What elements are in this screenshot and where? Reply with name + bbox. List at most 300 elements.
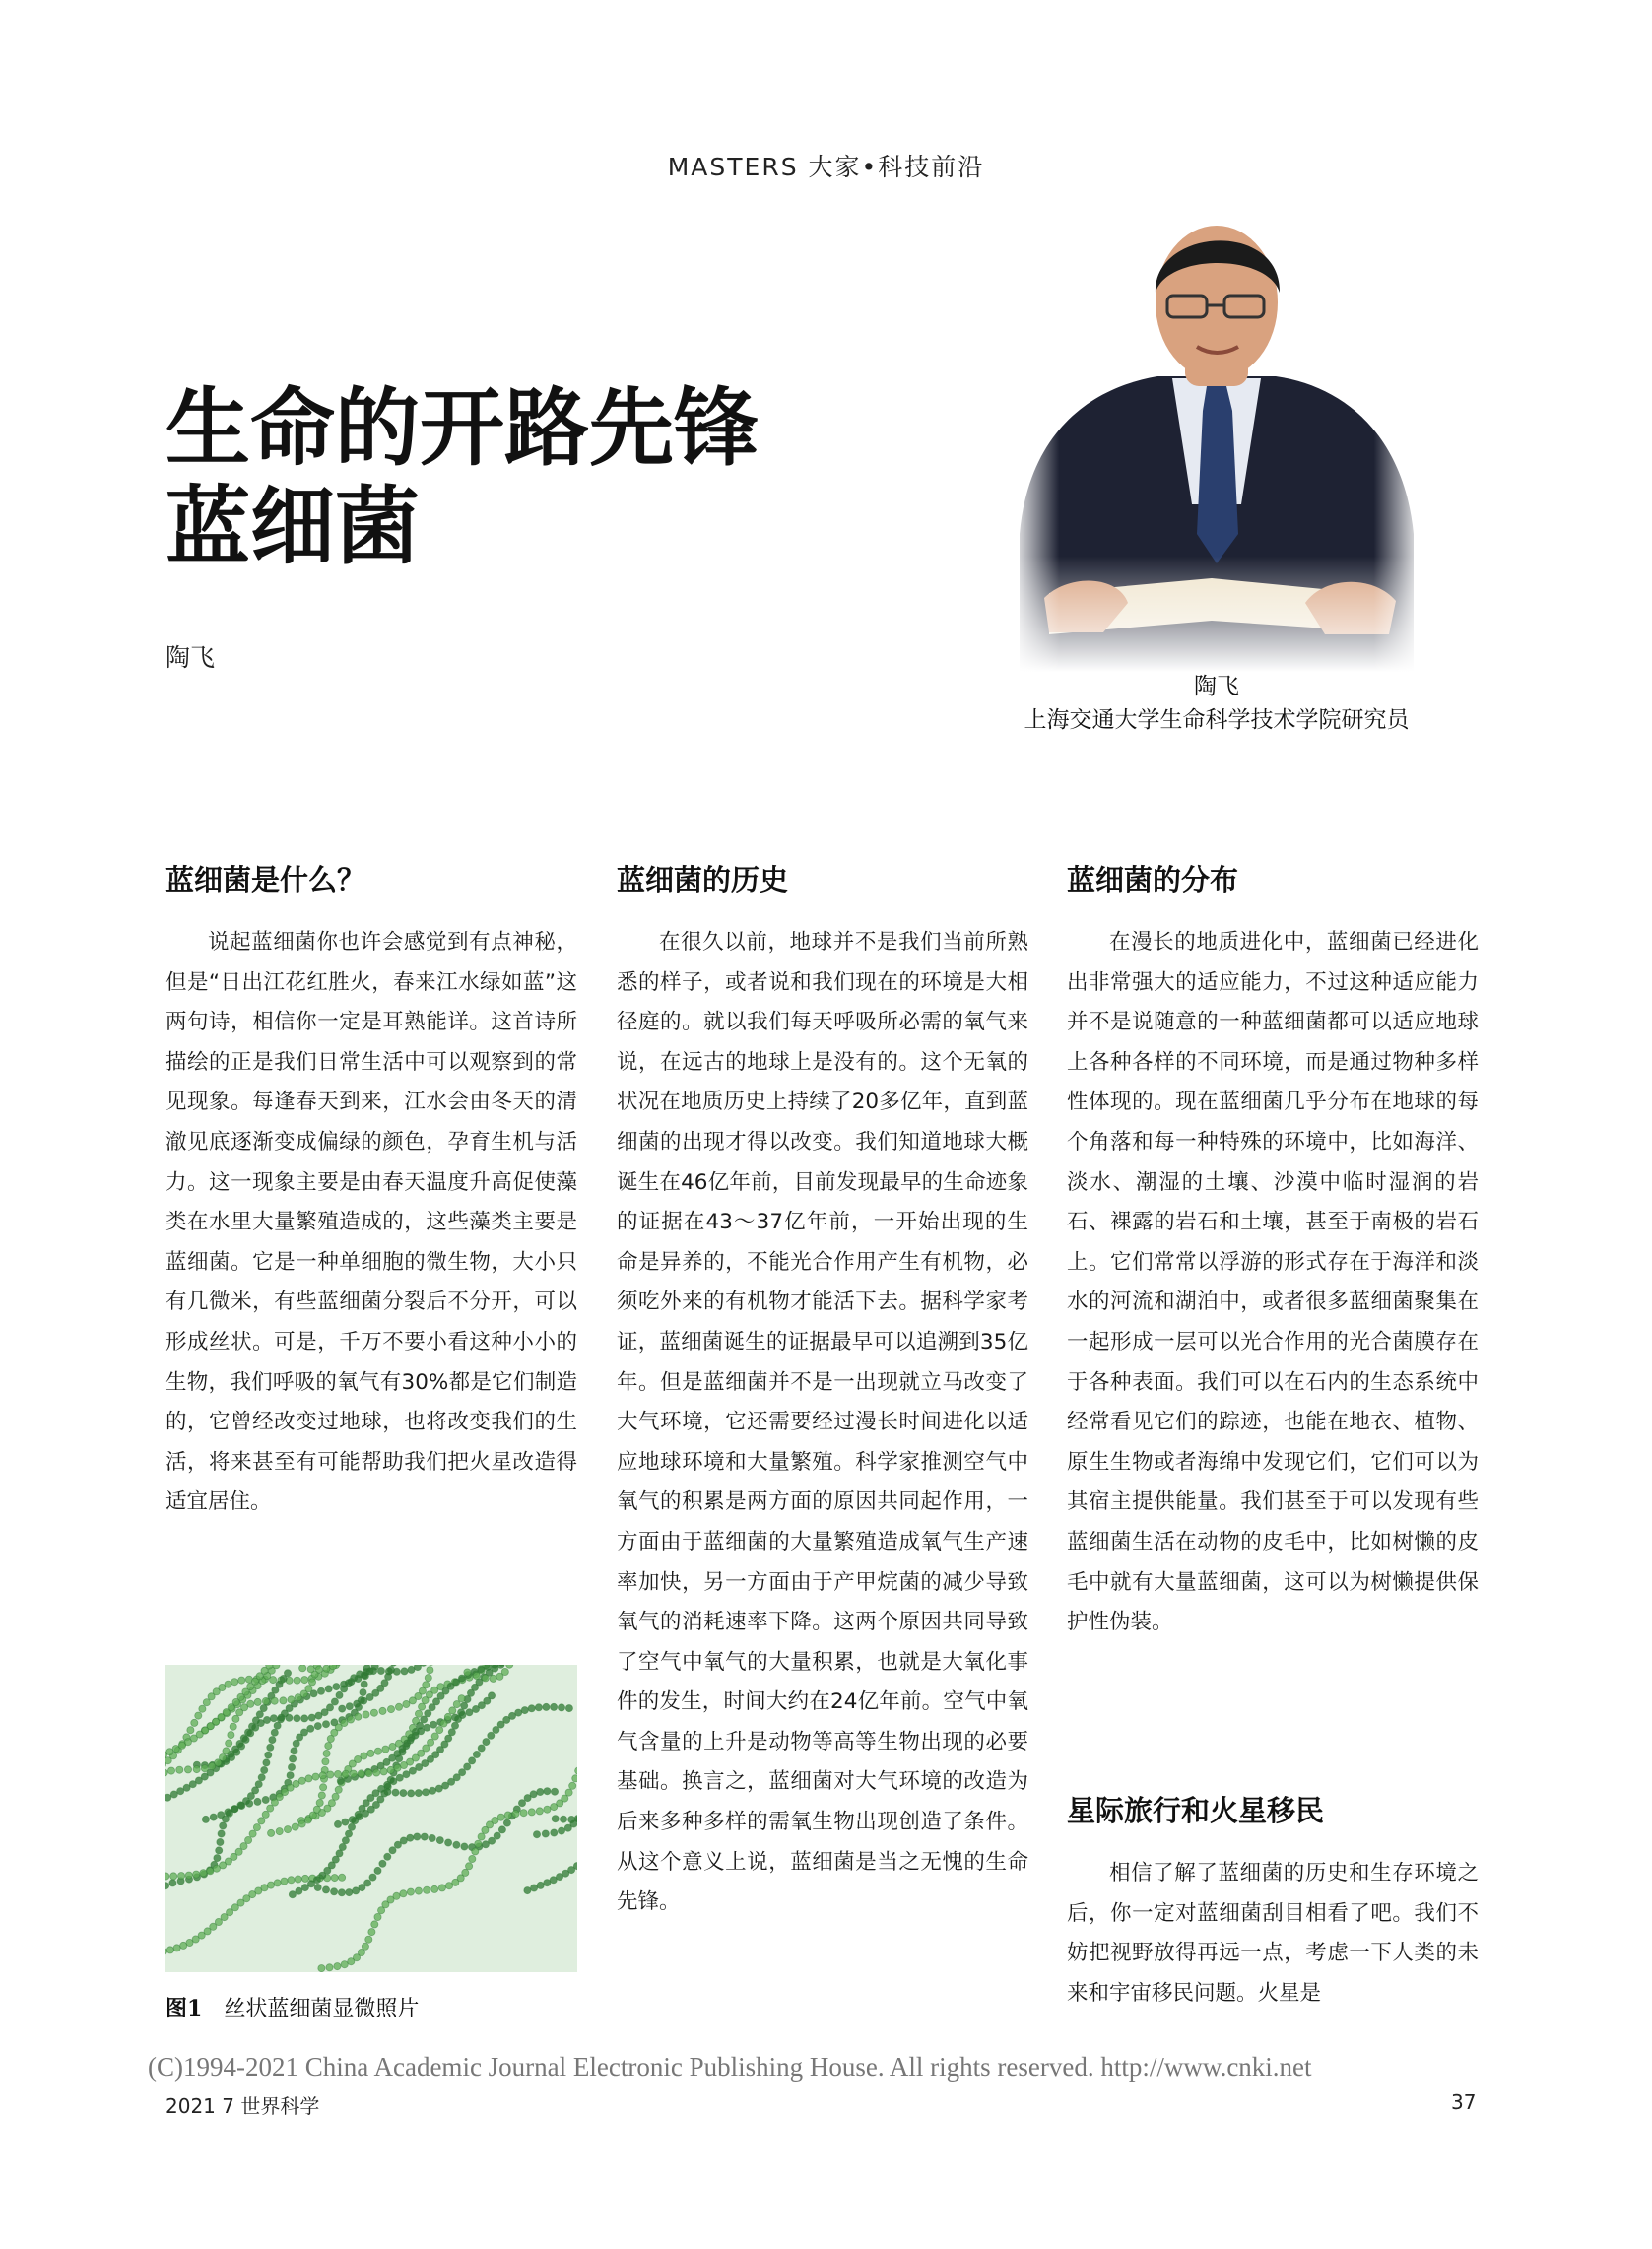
filament-cell: [503, 1819, 510, 1826]
filament-cell: [292, 1823, 298, 1830]
filament-cell: [458, 1709, 465, 1716]
portrait-caption-affiliation: 上海交通大学生命科学技术学院研究员: [1024, 707, 1410, 733]
filament-cell: [565, 1789, 572, 1796]
filament-cell: [544, 1788, 551, 1795]
filament-cell: [288, 1696, 295, 1703]
filament-cell: [461, 1702, 468, 1709]
filament-cell: [368, 1929, 375, 1936]
filament-cell: [346, 1703, 353, 1710]
filament-cell: [488, 1692, 495, 1699]
filament-cell: [313, 1806, 320, 1813]
filament-cell: [380, 1768, 387, 1775]
filament-cell: [288, 1763, 295, 1770]
filament-cell: [568, 1816, 575, 1822]
filament-cell: [331, 1888, 338, 1895]
filament-cell: [569, 1782, 576, 1789]
filament-cell: [374, 1748, 381, 1754]
filament-cell: [202, 1816, 209, 1822]
filament-cell: [445, 1839, 452, 1846]
filament-cell: [305, 1775, 312, 1782]
figure-caption-text: 丝状蓝细菌显微照片: [224, 1997, 420, 2021]
filament-cell: [218, 1830, 225, 1837]
filament-cell: [276, 1828, 283, 1835]
filament-cell: [220, 1822, 227, 1829]
filament-cell: [219, 1754, 226, 1761]
filament-cell: [552, 1816, 559, 1822]
filament-cell: [341, 1719, 348, 1726]
filament-cell: [382, 1746, 389, 1753]
filament-cell: [305, 1686, 312, 1692]
filament-cell: [331, 1875, 338, 1882]
filament-cell: [431, 1885, 438, 1892]
filament-cell: [421, 1716, 428, 1723]
filament-cell: [469, 1757, 476, 1764]
filament-cell: [333, 1684, 340, 1690]
filament-cell: [358, 1696, 364, 1703]
filament-cell: [350, 1770, 357, 1777]
filament-cell: [403, 1700, 410, 1707]
filament-cell: [475, 1840, 482, 1847]
filament-cell: [415, 1710, 422, 1717]
filament-cell: [560, 1816, 566, 1822]
filament-cell: [170, 1873, 177, 1880]
filament-cell: [291, 1748, 297, 1754]
filament-cell: [203, 1699, 210, 1706]
filament-cell: [240, 1843, 247, 1850]
filament-cell: [379, 1860, 386, 1867]
filament-cell: [238, 1677, 245, 1684]
filament-cell: [492, 1665, 498, 1668]
filament-cell: [210, 1814, 217, 1820]
filament-cell: [461, 1843, 468, 1850]
filament-cell: [436, 1727, 443, 1734]
filament-cell: [301, 1715, 308, 1722]
filament-cell: [263, 1716, 270, 1723]
filament-cell: [430, 1721, 437, 1728]
filament-cell: [537, 1882, 544, 1888]
filament-cell: [337, 1777, 344, 1784]
filament-cell: [267, 1744, 274, 1751]
filament-cell: [440, 1720, 447, 1727]
filament-cell: [501, 1668, 508, 1675]
filament-cell: [369, 1874, 376, 1881]
filament-cell: [473, 1751, 480, 1757]
filament-cell: [334, 1963, 341, 1970]
article-author: 陶飞: [165, 643, 216, 672]
filament-cell: [173, 1945, 180, 1951]
filament-cell: [294, 1677, 300, 1684]
filament-cell: [278, 1714, 285, 1721]
filament-cell: [347, 1716, 354, 1723]
filament-cell: [318, 1792, 325, 1799]
filament-cell: [518, 1800, 525, 1807]
page-number: 37: [1451, 2090, 1477, 2114]
filament-cell: [263, 1759, 270, 1766]
section-body: 说起蓝细菌你也许会感觉到有点神秘，但是“日出江花红胜火，春来江水绿如蓝”这两句诗，相信你一定是耳熟能详。这首诗所描绘的正是我们日常生活中可以观察到的常见现象。每逢春天到来，江水会由冬天的清澈见底逐渐变成偏绿的颜色，孕育生机与活力。这一现象主要是由春天温度升高促使藻类在水里大量繁殖造成的，这些藻类主要是蓝细菌。它是一种单细胞的微生物，大小只有几微米，有些蓝细菌分裂后不分开，可以形成丝状。可是，千万不要小看这种小小的生物，我们呼吸的氧气有30%都是它们制造的，它曾经改变过地球，也将改变我们的生活，将来甚至有可能帮助我们把火星改造得适宜居住。: [165, 930, 577, 1515]
filament-cell: [498, 1826, 505, 1833]
filament-cell: [339, 1874, 346, 1881]
filament-cell: [412, 1728, 419, 1735]
filament-cell: [288, 1877, 295, 1884]
filament-cell: [187, 1727, 194, 1734]
filament-cell: [428, 1739, 434, 1746]
filament-cell: [417, 1722, 424, 1729]
filament-cell: [377, 1667, 384, 1674]
filament-cell: [449, 1707, 456, 1714]
filament-cell: [326, 1704, 333, 1711]
filament-cell: [390, 1778, 397, 1785]
filament-cell: [419, 1703, 426, 1710]
filament-cell: [296, 1887, 302, 1894]
section-mars: [1067, 1791, 1479, 2014]
filament-cell: [185, 1872, 192, 1879]
filament-cell: [551, 1703, 558, 1710]
article-title-line1: 生命的开路先锋: [165, 378, 759, 478]
filament-cell: [370, 1709, 377, 1716]
filament-cell: [415, 1887, 422, 1894]
filament-cell: [536, 1808, 543, 1815]
section-heading: 蓝细菌的历史: [617, 863, 789, 896]
filament-cell: [325, 1686, 332, 1692]
filament-cell: [408, 1790, 415, 1797]
filament-cell: [387, 1706, 394, 1713]
filament-cell: [184, 1766, 191, 1773]
filament-cell: [325, 1743, 332, 1750]
filament-cell: [230, 1723, 236, 1730]
filament-cell: [299, 1665, 306, 1672]
filament-cell: [478, 1745, 485, 1752]
filament-cell: [314, 1723, 321, 1730]
section-heading: 星际旅行和火星移民: [1067, 1794, 1325, 1827]
filament-cell: [490, 1675, 496, 1682]
filament-cell: [329, 1665, 336, 1670]
filament-cell: [348, 1823, 355, 1830]
filament-cell: [438, 1885, 445, 1891]
filament-cell: [315, 1666, 322, 1673]
filament-cell: [533, 1831, 540, 1838]
filament-cell: [482, 1675, 489, 1682]
filament-cell: [289, 1891, 296, 1898]
filament-cell: [290, 1755, 297, 1762]
filament-cell: [287, 1772, 294, 1779]
filament-cell: [431, 1733, 438, 1740]
article-title-line2: 蓝细菌: [165, 477, 420, 576]
filament-cell: [414, 1833, 421, 1840]
filament-cell: [407, 1834, 414, 1841]
filament-cell: [341, 1686, 348, 1692]
filament-cell: [319, 1772, 326, 1779]
filament-cell: [401, 1668, 408, 1675]
filament-cell: [451, 1722, 458, 1729]
filament-cell: [459, 1769, 466, 1776]
section-body: 在漫长的地质进化中，蓝细菌已经进化出非常强大的适应能力，不过这种适应能力并不是说随意的一种蓝细菌都可以适应地球上各种各样的不同环境，而是通过物种多样性体现的。现在蓝细菌几乎分布在地球的每个角落和每一种特殊的环境中，比如海洋、淡水、潮湿的土壤、沙漠中临时湿润的岩石、裸露的岩石和土壤，甚至于南极的岩石上。它们常常以浮游的形式存在于海洋和淡水的河流和湖泊中，或者很多蓝细菌聚集在一起形成一层可以光合作用的光合菌膜存在于各种表面。我们可以在石内的生态系统中经常看见它们的踪迹，也能在地衣、植物、原生生物或者海绵中发现它们，它们可以为其宿主提供能量。我们甚至于可以发现有些蓝细菌生活在动物的皮毛中，比如树懒的皮毛中就有大量蓝细菌，这可以为树懒提供保护性伪装。: [1067, 930, 1479, 1635]
filament-cell: [193, 1871, 200, 1878]
filament-cell: [472, 1848, 479, 1855]
filament-cell: [199, 1705, 206, 1712]
filament-cell: [355, 1713, 362, 1720]
filament-cell: [483, 1739, 490, 1746]
filament-cell: [384, 1788, 391, 1795]
filament-cell: [286, 1714, 293, 1721]
filament-cell: [225, 1809, 231, 1816]
filament-cell: [167, 1767, 174, 1774]
filament-cell: [254, 1698, 261, 1705]
filament-cell: [365, 1770, 372, 1777]
filament-cell: [521, 1707, 528, 1714]
filament-cell: [336, 1691, 343, 1698]
filament-cell: [497, 1814, 504, 1820]
filament-cell: [335, 1786, 342, 1793]
section-body: 相信了解了蓝细菌的历史和生存环境之后，你一定对蓝细菌刮目相看了吧。我们不妨把视野放得再远一点，考虑一下人类的未来和宇宙移民问题。火星是: [1067, 1861, 1479, 2006]
filament-cell: [429, 1834, 435, 1841]
filament-cell: [365, 1936, 372, 1943]
filament-cell: [489, 1837, 496, 1844]
filament-cell: [370, 1668, 377, 1675]
filament-cell: [389, 1847, 396, 1854]
filament-cell: [427, 1667, 433, 1674]
filament-cell: [247, 1700, 254, 1707]
filament-cell: [231, 1679, 238, 1686]
filament-cell: [453, 1701, 460, 1708]
filament-cell: [267, 1882, 274, 1888]
filament-cell: [317, 1687, 324, 1694]
filament-cell: [466, 1709, 473, 1716]
filament-cell: [385, 1668, 392, 1675]
filament-cell: [165, 1883, 169, 1889]
filament-cell: [572, 1775, 577, 1782]
filament-cell: [528, 1705, 535, 1712]
filament-cell: [478, 1666, 485, 1673]
filament-cell: [332, 1793, 339, 1800]
filament-cell: [374, 1913, 381, 1920]
filament-cell: [423, 1682, 430, 1688]
filament-cell: [284, 1670, 291, 1677]
filament-cell: [528, 1809, 535, 1816]
filament-cell: [201, 1765, 208, 1772]
filament-cell: [334, 1770, 341, 1777]
filament-cell: [258, 1774, 265, 1781]
section-body: 在很久以前，地球并不是我们当前所熟悉的样子，或者说和我们现在的环境是大相径庭的。就以我们每天呼吸所必需的氧气来说，在远古的地球上是没有的。这个无氧的状况在地质历史上持续了20多亿年，直到蓝细菌的出现才得以改变。我们知道地球大概诞生在46亿年前，目前发现最早的生命迹象的证据在43～37亿年前，一开始出现的生命是异养的，不能光合作用产生有机物，必须吃外来的有机物才能活下去。据科学家考证，蓝细菌诞生的证据最早可以追溯到35亿年。但是蓝细菌并不是一出现就立马改变了大气环境，它还需要经过漫长时间进化以适应地球环境和大量繁殖。科学家推测空气中氧气的积累是两方面的原因共同起作用，一方面由于蓝细菌的大量繁殖造成氧气生产速率加快，另一方面由于产甲烷菌的减少导致氧气的消耗速率下降。这两个原因共同导致了空气中氧气的大量积累，也就是大氧化事件的发生，时间大约在24亿年前。空气中氧气含量的上升是动物等高等生物出现的必要基础。换言之，蓝细菌对大气环境的改造为后来多种多样的需氧生物出现创造了条件。从这个意义上说，蓝细菌是当之无愧的生命先锋。: [617, 930, 1028, 1915]
filament-cell: [455, 1715, 462, 1722]
filament-cell: [301, 1875, 308, 1882]
filament-cell: [342, 1819, 349, 1825]
filament-cell: [255, 1781, 262, 1788]
filament-cell: [387, 1766, 394, 1773]
filament-cell: [414, 1665, 421, 1671]
filament-cell: [464, 1763, 471, 1770]
filament-cell: [216, 1847, 223, 1854]
filament-cell: [191, 1719, 198, 1726]
filament-cell: [281, 1878, 288, 1885]
filament-cell: [273, 1665, 280, 1669]
filament-cell: [284, 1826, 291, 1833]
filament-cell: [245, 1836, 252, 1843]
filament-cell: [327, 1771, 334, 1778]
filament-cell: [280, 1697, 287, 1704]
filament-cell: [551, 1788, 558, 1795]
filament-cell: [323, 1665, 330, 1672]
filament-cell: [169, 1880, 176, 1886]
filament-cell: [339, 1843, 346, 1850]
filament-cell: [464, 1669, 471, 1676]
filament-cell: [531, 1885, 538, 1891]
section-distribution: [1067, 860, 1479, 1643]
portrait-caption-name: 陶飞: [1194, 674, 1239, 699]
filament-cell: [307, 1725, 314, 1732]
filament-cell: [436, 1837, 443, 1844]
filament-cell: [478, 1833, 485, 1840]
filament-cell: [314, 1884, 321, 1890]
filament-cell: [543, 1703, 550, 1710]
section-history: [617, 860, 1028, 1923]
filament-cell: [262, 1811, 269, 1818]
filament-cell: [558, 1704, 564, 1711]
filament-cell: [504, 1812, 511, 1819]
filament-cell: [178, 1873, 185, 1880]
filament-cell: [448, 1729, 455, 1736]
filament-cell: [269, 1737, 276, 1744]
filament-cell: [389, 1743, 396, 1750]
filament-cell: [530, 1791, 537, 1798]
filament-cell: [537, 1788, 544, 1795]
filament-cell: [322, 1886, 329, 1893]
filament-cell: [176, 1766, 183, 1773]
filament-cell: [494, 1832, 500, 1839]
filament-cell: [262, 1697, 269, 1704]
filament-cell: [232, 1715, 239, 1722]
filament-cell: [312, 1773, 319, 1780]
filament-cell: [217, 1838, 224, 1845]
filament-cell: [444, 1713, 451, 1720]
filament-cell: [488, 1732, 495, 1739]
filament-cell: [357, 1671, 363, 1678]
filament-cell: [466, 1863, 473, 1870]
section-tag: MASTERS 大家•科技前沿: [667, 153, 985, 181]
filament-cell: [223, 1748, 230, 1754]
filament-cell: [226, 1740, 232, 1747]
filament-cell: [298, 1777, 305, 1784]
issue-info: 2021 7 世界科学: [165, 2094, 320, 2118]
filament-cell: [266, 1665, 273, 1669]
filament-cell: [270, 1715, 277, 1722]
filament-cell: [265, 1752, 272, 1758]
filament-cell: [271, 1697, 278, 1704]
filament-cell: [267, 1805, 274, 1812]
filament-cell: [322, 1758, 329, 1765]
filament-cell: [301, 1677, 308, 1684]
filament-cell: [424, 1886, 430, 1893]
filament-cell: [565, 1705, 572, 1712]
filament-cell: [395, 1703, 402, 1710]
filament-cell: [258, 1818, 265, 1824]
filament-cell: [195, 1712, 202, 1719]
filament-cell: [307, 1666, 314, 1673]
filament-cell: [403, 1771, 410, 1778]
filament-cell: [274, 1880, 281, 1886]
filament-cell: [328, 1800, 335, 1807]
filament-cell: [469, 1855, 476, 1862]
filament-cell: [316, 1799, 323, 1806]
filament-cell: [165, 1873, 169, 1880]
filament-cell: [400, 1790, 407, 1797]
filament-cell: [361, 1681, 367, 1687]
filament-cell: [360, 1689, 366, 1696]
filament-cell: [535, 1704, 542, 1711]
filament-cell: [254, 1798, 261, 1805]
filament-cell: [361, 1753, 367, 1759]
filament-cell: [339, 1705, 346, 1712]
filament-cell: [218, 1812, 225, 1819]
filament-cell: [381, 1680, 388, 1687]
filament-cell: [323, 1750, 330, 1756]
filament-cell: [396, 1774, 403, 1781]
article-title: [165, 379, 759, 576]
filament-cell: [228, 1732, 234, 1739]
filament-cell: [424, 1724, 430, 1731]
filament-cell: [407, 1888, 414, 1895]
filament-cell: [393, 1892, 400, 1899]
figure-image: [165, 1665, 577, 1972]
filament-cell: [331, 1698, 338, 1705]
filament-cell: [363, 1669, 369, 1676]
filament-cell: [558, 1827, 564, 1834]
cyanobacteria-micrograph: [165, 1665, 577, 1972]
filament-cell: [341, 1961, 348, 1968]
filament-cell: [423, 1789, 430, 1796]
filament-cell: [268, 1829, 275, 1836]
filament-cell: [453, 1841, 460, 1848]
filament-cell: [338, 1889, 345, 1896]
filament-cell: [342, 1837, 349, 1844]
filament-cell: [166, 1947, 173, 1953]
filament-cell: [379, 1707, 386, 1714]
filament-cell: [355, 1703, 362, 1710]
filament-cell: [367, 1750, 374, 1756]
section-heading: 蓝细菌的分布: [1067, 863, 1239, 896]
filament-cell: [214, 1855, 221, 1862]
filament-cell: [225, 1681, 231, 1687]
filament-cell: [326, 1964, 333, 1971]
figure-caption: [165, 1992, 419, 2022]
filament-cell: [515, 1709, 522, 1716]
filament-cell: [520, 1810, 527, 1817]
filament-cell: [392, 1789, 399, 1796]
filament-cell: [261, 1766, 268, 1773]
section-what: [165, 860, 577, 1523]
filament-cell: [322, 1721, 329, 1728]
filament-cell: [374, 1867, 381, 1874]
copyright-notice: (C)1994-2021 China Academic Journal Electronic Publishing House. All rights reserved. http://www.cnki.net: [148, 2052, 1312, 2082]
filament-cell: [262, 1796, 269, 1803]
filament-cell: [318, 1965, 325, 1972]
filament-cell: [271, 1729, 278, 1736]
filament-cell: [506, 1665, 513, 1668]
filament-cell: [524, 1887, 531, 1894]
filament-cell: [512, 1811, 519, 1818]
filament-cell: [346, 1889, 353, 1896]
filament-cell: [573, 1863, 577, 1870]
filament-cell: [384, 1853, 391, 1860]
filament-cell: [294, 1715, 300, 1722]
filament-cell: [362, 1943, 368, 1950]
filament-cell: [421, 1833, 428, 1840]
filament-cell: [415, 1790, 422, 1797]
filament-cell: [193, 1766, 200, 1773]
filament-cell: [425, 1675, 431, 1682]
filament-cell: [473, 1672, 480, 1679]
filament-cell: [393, 1668, 400, 1675]
filament-cell: [462, 1869, 469, 1876]
